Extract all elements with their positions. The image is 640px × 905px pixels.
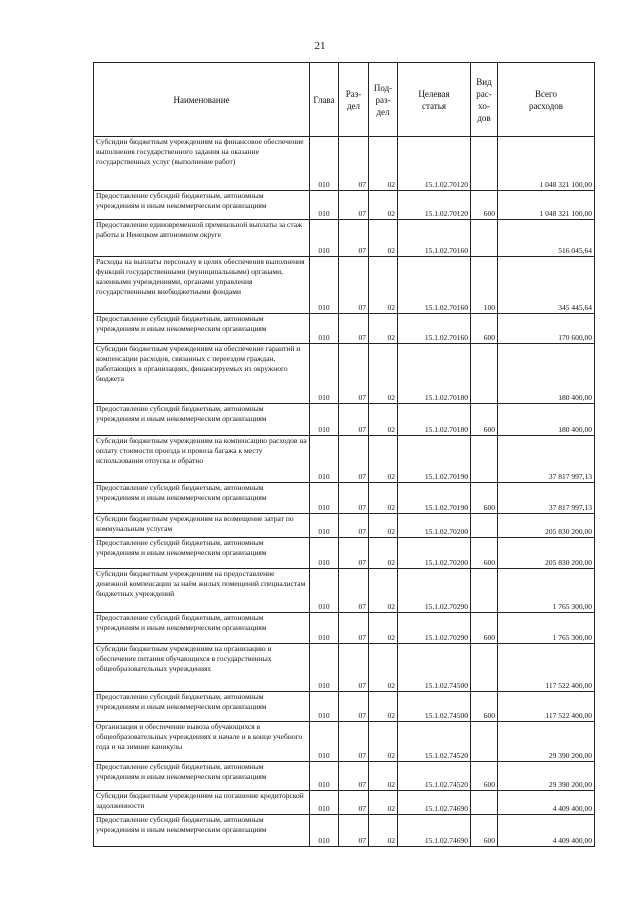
- row-name: Расходы на выплаты персоналу в целях обеспечения выполнения функций государственными (муниципальными) органами, казенными учреждениями, органами управления государственными внебюджетными фондами: [94, 257, 310, 314]
- row-total: 4 409 400,00: [498, 815, 595, 847]
- row-chapter: 010: [310, 791, 339, 815]
- row-target: 15.1.02.74520: [398, 722, 471, 762]
- row-total: 1 765 300,00: [498, 613, 595, 644]
- table-row: [94, 514, 595, 538]
- table-row: [94, 257, 595, 314]
- row-chapter: 010: [310, 722, 339, 762]
- row-expense-type: [471, 220, 498, 257]
- row-expense-type: 600: [471, 538, 498, 569]
- row-chapter: 010: [310, 191, 339, 220]
- table-row: [94, 762, 595, 791]
- row-name: Организация и обеспечение вывоза обучающихся в общеобразовательных учреждениях в начале и в конце учебного года и на зимние каникулы: [94, 722, 310, 762]
- table-row: [94, 538, 595, 569]
- row-expense-type: 600: [471, 692, 498, 722]
- row-name: Субсидии бюджетным учреждениям на предоставление денежной компенсации за наём жилых помещений специалистам бюджетных учреждений: [94, 569, 310, 613]
- row-target: 15.1.02.74500: [398, 644, 471, 692]
- row-name: Предоставление субсидий бюджетным, автономным учреждениям и иным некоммерческим организациям: [94, 191, 310, 220]
- row-chapter: 010: [310, 404, 339, 436]
- table-row: [94, 569, 595, 613]
- row-subsection: 02: [369, 569, 398, 613]
- row-name: Предоставление единовременной премиальной выплаты за стаж работы в Ненецком автономном округе: [94, 220, 310, 257]
- header-name: Наименование: [94, 63, 310, 137]
- row-name: Субсидии бюджетным учреждениям на финансовое обеспечение выполнения государственного задания на оказание государственных услуг (выполнение работ): [94, 137, 310, 191]
- row-total: 29 390 200,00: [498, 762, 595, 791]
- table-row: [94, 220, 595, 257]
- row-subsection: 02: [369, 344, 398, 404]
- row-expense-type: [471, 344, 498, 404]
- row-name: Предоставление субсидий бюджетным, автономным учреждениям и иным некоммерческим организациям: [94, 613, 310, 644]
- row-subsection: 02: [369, 314, 398, 344]
- row-expense-type: 600: [471, 314, 498, 344]
- row-subsection: 02: [369, 613, 398, 644]
- header-chapter: Глава: [310, 63, 339, 137]
- row-total: 117 522 400,00: [498, 644, 595, 692]
- row-section: 07: [339, 762, 369, 791]
- row-target: 15.1.02.70160: [398, 220, 471, 257]
- row-total: 37 817 997,13: [498, 483, 595, 514]
- row-total: 1 048 321 100,00: [498, 191, 595, 220]
- row-section: 07: [339, 404, 369, 436]
- row-target: 15.1.02.70200: [398, 514, 471, 538]
- row-name: Субсидии бюджетным учреждениям на организацию и обеспечение питания обучающихся в государственных общеобразовательных учреждениях: [94, 644, 310, 692]
- row-total: 1 765 300,00: [498, 569, 595, 613]
- row-name: Предоставление субсидий бюджетным, автономным учреждениям и иным некоммерческим организациям: [94, 483, 310, 514]
- row-section: 07: [339, 569, 369, 613]
- table-row: [94, 815, 595, 847]
- row-expense-type: 600: [471, 762, 498, 791]
- row-total: 37 817 997,13: [498, 436, 595, 483]
- header-row: [94, 63, 595, 137]
- row-expense-type: 600: [471, 613, 498, 644]
- row-chapter: 010: [310, 569, 339, 613]
- row-chapter: 010: [310, 762, 339, 791]
- row-subsection: 02: [369, 220, 398, 257]
- row-subsection: 02: [369, 137, 398, 191]
- row-section: 07: [339, 791, 369, 815]
- row-target: 15.1.02.70180: [398, 404, 471, 436]
- header-target: Целевая статья: [398, 63, 471, 137]
- page-number: 21: [314, 40, 326, 52]
- row-target: 15.1.02.74520: [398, 762, 471, 791]
- row-section: 07: [339, 191, 369, 220]
- row-section: 07: [339, 722, 369, 762]
- row-section: 07: [339, 137, 369, 191]
- row-chapter: 010: [310, 220, 339, 257]
- row-target: 15.1.02.74690: [398, 815, 471, 847]
- row-total: 170 600,00: [498, 314, 595, 344]
- row-chapter: 010: [310, 815, 339, 847]
- row-expense-type: 600: [471, 404, 498, 436]
- table-row: [94, 644, 595, 692]
- row-total: 4 409 400,00: [498, 791, 595, 815]
- table-row: [94, 613, 595, 644]
- row-expense-type: [471, 514, 498, 538]
- row-total: 205 830 200,00: [498, 538, 595, 569]
- header-expense-type: Вид рас- хо- дов: [471, 63, 498, 137]
- row-target: 15.1.02.70190: [398, 436, 471, 483]
- row-chapter: 010: [310, 314, 339, 344]
- row-total: 516 045,64: [498, 220, 595, 257]
- row-subsection: 02: [369, 692, 398, 722]
- row-subsection: 02: [369, 762, 398, 791]
- row-subsection: 02: [369, 722, 398, 762]
- row-target: 15.1.02.70120: [398, 191, 471, 220]
- row-total: 117 522 400,00: [498, 692, 595, 722]
- row-section: 07: [339, 220, 369, 257]
- row-chapter: 010: [310, 257, 339, 314]
- row-total: 345 445,64: [498, 257, 595, 314]
- row-expense-type: [471, 722, 498, 762]
- row-target: 15.1.02.70190: [398, 483, 471, 514]
- row-target: 15.1.02.70160: [398, 257, 471, 314]
- row-subsection: 02: [369, 815, 398, 847]
- row-target: 15.1.02.74500: [398, 692, 471, 722]
- header-total: Всего расходов: [498, 63, 595, 137]
- row-section: 07: [339, 644, 369, 692]
- row-name: Предоставление субсидий бюджетным, автономным учреждениям и иным некоммерческим организациям: [94, 314, 310, 344]
- row-name: Субсидии бюджетным учреждениям на компенсацию расходов на оплату стоимости проезда и провоза багажа к месту использования отпуска и обратно: [94, 436, 310, 483]
- row-total: 205 830 200,00: [498, 514, 595, 538]
- row-target: 15.1.02.70290: [398, 569, 471, 613]
- header-subsection: Под- раз- дел: [369, 63, 398, 137]
- row-section: 07: [339, 514, 369, 538]
- table-row: [94, 722, 595, 762]
- table-row: [94, 314, 595, 344]
- row-subsection: 02: [369, 791, 398, 815]
- row-name: Предоставление субсидий бюджетным, автономным учреждениям и иным некоммерческим организациям: [94, 692, 310, 722]
- row-expense-type: [471, 791, 498, 815]
- row-subsection: 02: [369, 483, 398, 514]
- row-target: 15.1.02.70160: [398, 314, 471, 344]
- row-name: Предоставление субсидий бюджетным, автономным учреждениям и иным некоммерческим организациям: [94, 815, 310, 847]
- row-section: 07: [339, 613, 369, 644]
- table-row: [94, 791, 595, 815]
- row-expense-type: [471, 137, 498, 191]
- row-target: 15.1.02.74690: [398, 791, 471, 815]
- table-row: [94, 483, 595, 514]
- row-subsection: 02: [369, 191, 398, 220]
- row-chapter: 010: [310, 436, 339, 483]
- row-target: 15.1.02.70120: [398, 137, 471, 191]
- row-name: Субсидии бюджетным учреждениям на возмещение затрат по коммунальным услугам: [94, 514, 310, 538]
- row-name: Субсидии бюджетным учреждениям на обеспечение гарантий и компенсации расходов, связанных с переездом граждан, работающих в организациях, финансируемых из окружного бюджета: [94, 344, 310, 404]
- row-chapter: 010: [310, 644, 339, 692]
- row-subsection: 02: [369, 404, 398, 436]
- row-total: 180 400,00: [498, 344, 595, 404]
- row-chapter: 010: [310, 344, 339, 404]
- row-expense-type: 600: [471, 483, 498, 514]
- table-row: [94, 137, 595, 191]
- header-section: Раз- дел: [339, 63, 369, 137]
- row-target: 15.1.02.70180: [398, 344, 471, 404]
- row-section: 07: [339, 815, 369, 847]
- row-chapter: 010: [310, 692, 339, 722]
- row-section: 07: [339, 538, 369, 569]
- row-subsection: 02: [369, 436, 398, 483]
- row-section: 07: [339, 483, 369, 514]
- row-subsection: 02: [369, 538, 398, 569]
- row-total: 180 400,00: [498, 404, 595, 436]
- row-chapter: 010: [310, 538, 339, 569]
- table-row: [94, 344, 595, 404]
- row-subsection: 02: [369, 644, 398, 692]
- row-subsection: 02: [369, 257, 398, 314]
- row-name: Предоставление субсидий бюджетным, автономным учреждениям и иным некоммерческим организациям: [94, 762, 310, 791]
- row-name: Субсидии бюджетным учреждениям на погашение кредиторской задолженности: [94, 791, 310, 815]
- table-row: [94, 191, 595, 220]
- row-total: 1 048 321 100,00: [498, 137, 595, 191]
- row-section: 07: [339, 314, 369, 344]
- row-chapter: 010: [310, 137, 339, 191]
- row-target: 15.1.02.70290: [398, 613, 471, 644]
- row-expense-type: 100: [471, 257, 498, 314]
- row-subsection: 02: [369, 514, 398, 538]
- table-row: [94, 692, 595, 722]
- row-chapter: 010: [310, 613, 339, 644]
- row-section: 07: [339, 257, 369, 314]
- row-name: Предоставление субсидий бюджетным, автономным учреждениям и иным некоммерческим организациям: [94, 538, 310, 569]
- row-total: 29 390 200,00: [498, 722, 595, 762]
- row-expense-type: [471, 569, 498, 613]
- row-section: 07: [339, 344, 369, 404]
- row-expense-type: 600: [471, 191, 498, 220]
- row-section: 07: [339, 692, 369, 722]
- row-chapter: 010: [310, 483, 339, 514]
- row-section: 07: [339, 436, 369, 483]
- row-expense-type: [471, 436, 498, 483]
- table-row: [94, 436, 595, 483]
- row-name: Предоставление субсидий бюджетным, автономным учреждениям и иным некоммерческим организациям: [94, 404, 310, 436]
- row-expense-type: [471, 644, 498, 692]
- budget-table: [93, 62, 595, 847]
- row-chapter: 010: [310, 514, 339, 538]
- table-row: [94, 404, 595, 436]
- row-expense-type: 600: [471, 815, 498, 847]
- row-target: 15.1.02.70200: [398, 538, 471, 569]
